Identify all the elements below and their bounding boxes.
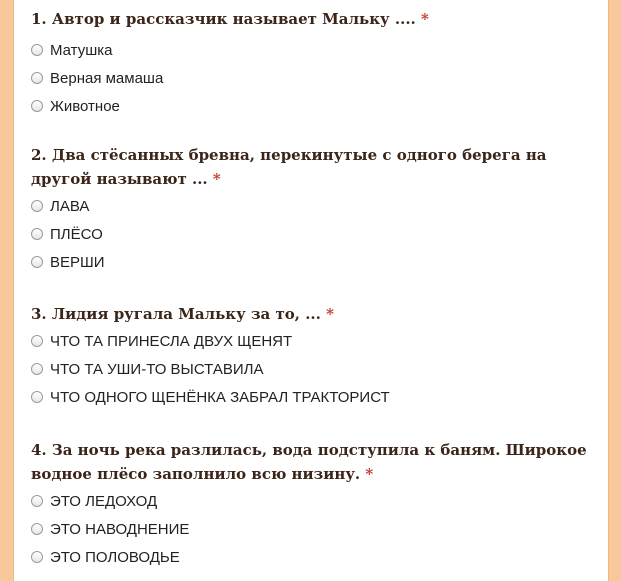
- option-label: ЧТО ТА УШИ-ТО ВЫСТАВИЛА: [50, 360, 264, 378]
- required-mark: *: [421, 10, 429, 28]
- question-2: [31, 143, 606, 276]
- radio-option-pleso[interactable]: [31, 220, 606, 248]
- option-label: Животное: [50, 97, 120, 115]
- question-title: 2. Два стёсанных бревна, перекинутые с одного берега на другой называют ... *: [31, 146, 547, 188]
- radio-option-vershi[interactable]: [31, 248, 606, 276]
- radio-button[interactable]: [31, 335, 43, 347]
- option-label: ЭТО НАВОДНЕНИЕ: [50, 520, 190, 538]
- radio-button[interactable]: [31, 391, 43, 403]
- question-4: [31, 438, 606, 571]
- option-label: ПЛЁСО: [50, 225, 103, 243]
- radio-option-vernaya-mamasha[interactable]: [31, 64, 606, 92]
- question-title: 1. Автор и рассказчик называет Мальку .... *: [31, 10, 429, 28]
- radio-option-matushka[interactable]: [31, 36, 606, 64]
- question-title: 3. Лидия ругала Мальку за то, ... *: [31, 305, 334, 323]
- option-label: Матушка: [50, 41, 113, 59]
- radio-button[interactable]: [31, 495, 43, 507]
- option-label: ЭТО ЛЕДОХОД: [50, 492, 158, 510]
- option-label: ЧТО ОДНОГО ЩЕНЁНКА ЗАБРАЛ ТРАКТОРИСТ: [50, 388, 390, 406]
- radio-button[interactable]: [31, 256, 43, 268]
- radio-button[interactable]: [31, 551, 43, 563]
- radio-button[interactable]: [31, 363, 43, 375]
- radio-option-prinesla-dvuh-schenyat[interactable]: [31, 327, 606, 355]
- form-page: [13, 0, 609, 581]
- option-label: Верная мамаша: [50, 69, 164, 87]
- radio-option-polovodie[interactable]: [31, 543, 606, 571]
- option-label: ЛАВА: [50, 197, 90, 215]
- radio-option-lava[interactable]: [31, 192, 606, 220]
- question-3: [31, 302, 606, 411]
- required-mark: *: [326, 305, 334, 323]
- option-label: ЭТО ПОЛОВОДЬЕ: [50, 548, 180, 566]
- radio-button[interactable]: [31, 72, 43, 84]
- radio-option-schenka-zabral-traktorist[interactable]: [31, 383, 606, 411]
- required-mark: *: [212, 170, 221, 188]
- required-mark: *: [365, 465, 374, 483]
- radio-option-ledohod[interactable]: [31, 487, 606, 515]
- question-title: 4. За ночь река разлилась, вода подступила к баням. Широкое водное плёсо заполнило всю низину. *: [31, 441, 587, 483]
- radio-option-navodnenie[interactable]: [31, 515, 606, 543]
- option-label: ЧТО ТА ПРИНЕСЛА ДВУХ ЩЕНЯТ: [50, 332, 293, 350]
- radio-button[interactable]: [31, 100, 43, 112]
- question-1: [31, 7, 606, 120]
- radio-option-zhivotnoe[interactable]: [31, 92, 606, 120]
- radio-button[interactable]: [31, 44, 43, 56]
- radio-button[interactable]: [31, 228, 43, 240]
- radio-button[interactable]: [31, 200, 43, 212]
- radio-option-ushi-vystavila[interactable]: [31, 355, 606, 383]
- radio-button[interactable]: [31, 523, 43, 535]
- option-label: ВЕРШИ: [50, 253, 105, 271]
